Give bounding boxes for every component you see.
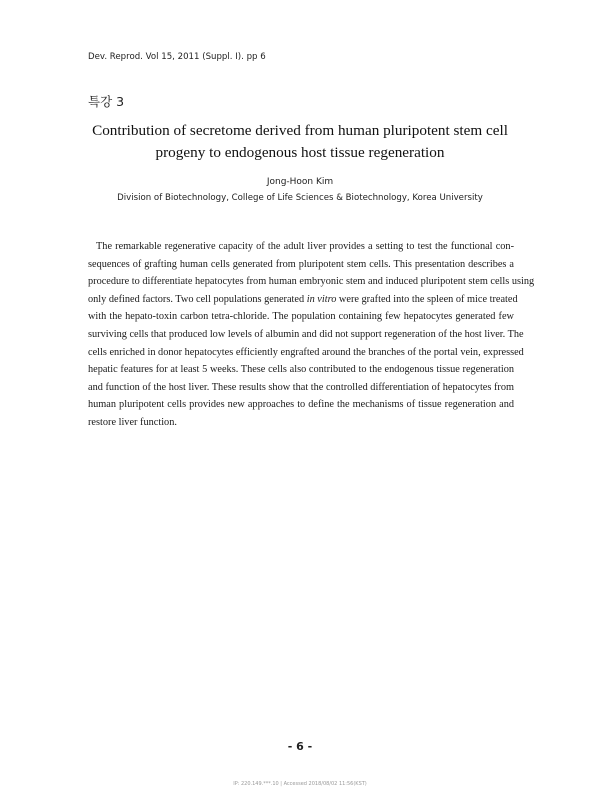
lecture-label: 특강 3 [88,94,125,109]
abstract-line: restore liver function. [88,416,177,428]
abstract-line [88,291,518,309]
abstract-line: The remarkable regenerative capacity of the adult liver provides a setting to test the functional con- [96,241,514,252]
abstract-line: human pluripotent cells provides new approaches to define the mechanisms of tissue regeneration and [88,399,514,411]
abstract-line: procedure to differentiate hepatocytes from human embryonic stem and induced pluripotent stem cells using [88,276,535,288]
abstract-italic-term: in vitro [306,293,337,305]
journal-reference: Dev. Reprod. Vol 15, 2011 (Suppl. I). pp 6 [88,52,266,62]
abstract-paragraph [88,238,535,432]
page-number: - 6 - [287,740,313,753]
abstract-line: hepatic features for at least 5 weeks. These cells also contributed to the endogenous tissue regeneration [88,364,514,376]
article-title-line-2: progeny to endogenous host tissue regeneration [155,144,445,161]
abstract-line: surviving cells that produced low levels of albumin and did not support regeneration of the host liver. The [88,328,524,340]
article-title-line-1: Contribution of secretome derived from human pluripotent stem cell [92,122,508,139]
author-name: Jong-Hoon Kim [266,177,334,187]
abstract-text: only defined factors. Two cell populations generated [88,293,307,305]
abstract-line: and function of the host liver. These results show that the controlled differentiation of hepatocytes from [88,381,514,393]
abstract-line: sequences of grafting human cells generated from pluripotent stem cells. This presentation describes a [88,258,514,270]
author-affiliation: Division of Biotechnology, College of Life Sciences & Biotechnology, Korea University [117,193,483,203]
abstract-line: with the hepato-toxin carbon tetra-chloride. The population containing few hepatocytes generated few [88,311,514,323]
abstract-text: were grafted into the spleen of mice treated [336,293,518,305]
access-watermark: IP: 220.149.***.10 | Accessed 2018/08/02 11:56(KST) [233,781,367,787]
abstract-line: cells enriched in donor hepatocytes efficiently engrafted around the branches of the portal vein, expressed [88,346,524,358]
